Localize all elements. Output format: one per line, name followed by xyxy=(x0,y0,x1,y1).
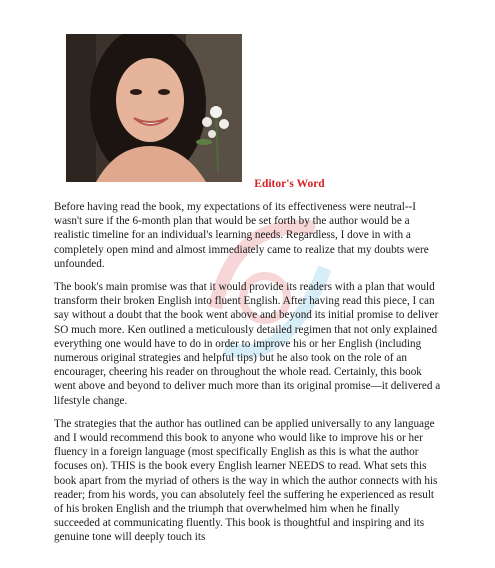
paragraph-3: The strategies that the author has outlined can be applied universally to any language and I would recommend this book to anyone who would like to improve his or her fluency in a foreign language (most specifically English as this is what the author focuses on). THIS is the book every English learner NEEDS to read. What sets this book apart from the myriad of others is the way in which the author connects with his reader; from his words, you can absolutely feel the suffering he experienced as result of his broken English and the triumph that overwhelmed him when he finally succeeded at communicating fluently. This book is thoughtful and inspiring and its genuine tone will deeply touch its xyxy=(54,417,438,544)
paragraph-1: Before having read the book, my expectations of its effectiveness were neutral--I wasn't sure if the 6-month plan that would be set forth by the author would be a realistic timeline for an individual's learning needs. Regardless, I dove in with a completely open mind and almost immediately came to realize that my doubts were unfounded. xyxy=(54,201,429,270)
editor-body xyxy=(54,200,442,554)
editor-title: Editor's Word xyxy=(254,178,325,190)
portrait-photo xyxy=(66,34,242,182)
paragraph-2: The book's main promise was that it would provide its readers with a plan that would transform their broken English into fluent English. After having read this piece, I can say without a doubt that the book went above and beyond its initial promise to deliver SO much more. Ken outlined a meticulously detailed regimen that not only explained everything one would have to do in order to improve his or her English (including numerous original strategies and helpful tips) but he also took on the role of an encourager, cheering his reader on throughout the whole read. Certainly, this book went above and beyond to deliver much more than its original promise—it delivered a lifestyle change. xyxy=(54,281,441,407)
portrait-photo-icon xyxy=(66,34,242,182)
